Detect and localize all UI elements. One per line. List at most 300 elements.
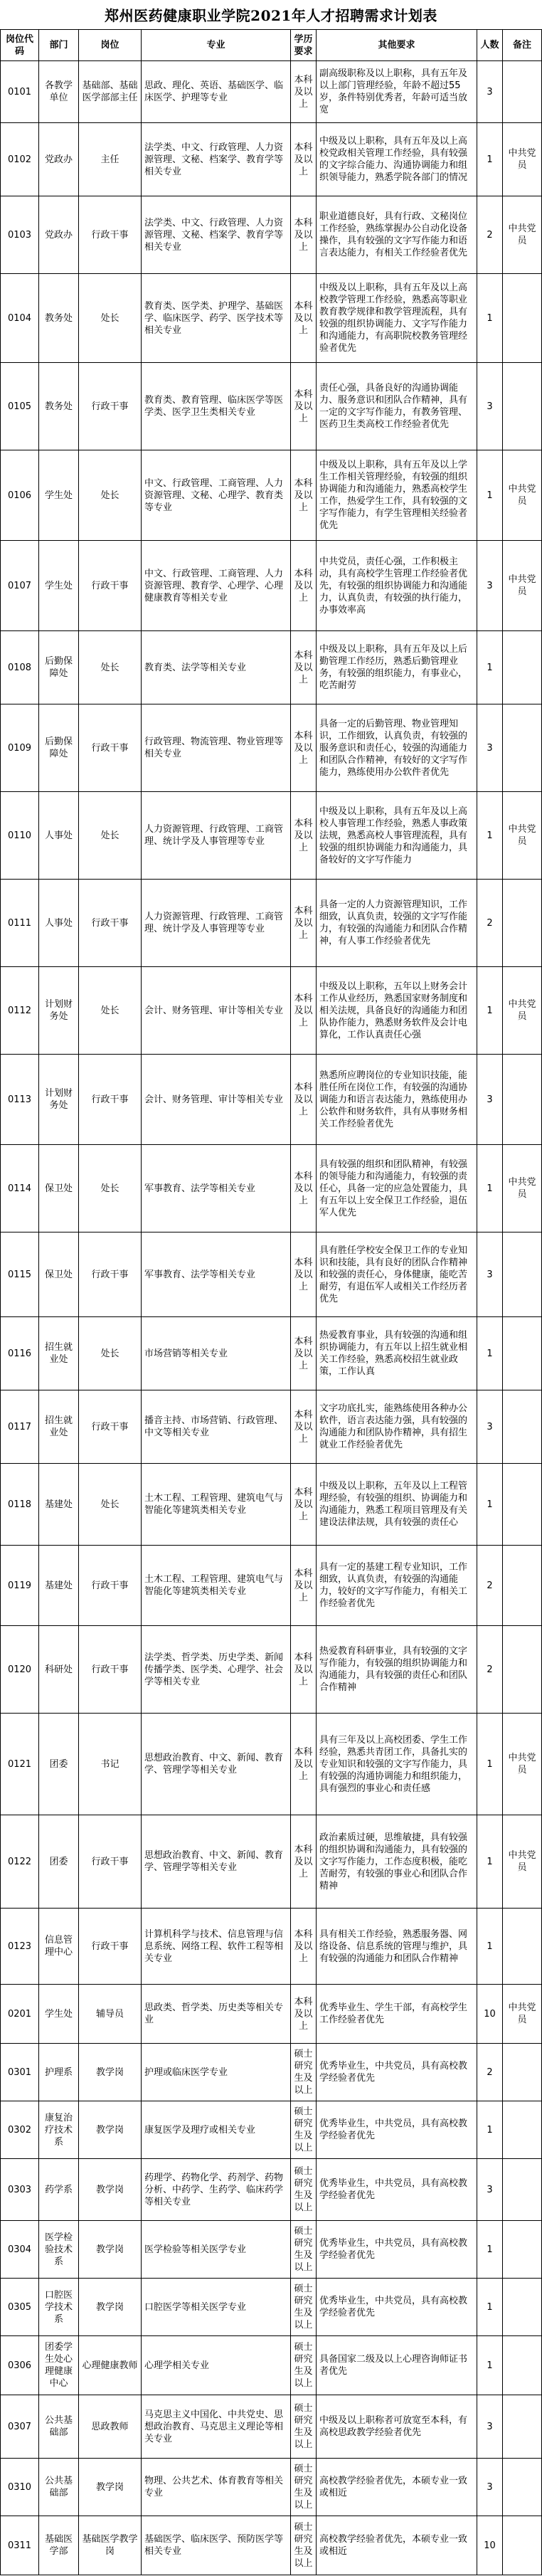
- cell-note: 中共党员: [503, 1815, 542, 1909]
- cell-note: [503, 363, 542, 450]
- cell-major: 基础医学、临床医学、预防医学等相关专业: [142, 2516, 291, 2575]
- table-row: [1, 1464, 542, 1546]
- cell-note: [503, 2459, 542, 2516]
- table-row: [1, 880, 542, 967]
- cell-note: [503, 2395, 542, 2459]
- cell-major: 医学检验等相关医学专业: [142, 2221, 291, 2279]
- table-row: [1, 1714, 542, 1815]
- table-row: [1, 1909, 542, 1985]
- cell-count: 1: [477, 2221, 503, 2279]
- cell-note: [503, 704, 542, 792]
- cell-count: 1: [477, 274, 503, 363]
- cell-edu: 本科及以上: [291, 1145, 317, 1232]
- cell-post: 行政干事: [79, 1546, 142, 1626]
- table-row: [1, 967, 542, 1055]
- cell-edu: 本科及以上: [291, 1464, 317, 1546]
- header-dept: 部门: [39, 30, 79, 61]
- cell-note: [503, 1055, 542, 1145]
- cell-post: 行政干事: [79, 704, 142, 792]
- cell-edu: 硕士研究生及以上: [291, 2101, 317, 2159]
- header-edu: 学历要求: [291, 30, 317, 61]
- cell-dept: 保卫处: [39, 1145, 79, 1232]
- cell-code: 0113: [1, 1055, 39, 1145]
- cell-post: 行政干事: [79, 363, 142, 450]
- cell-other: 优秀毕业生、学生干部，有高校学生工作经验者优先: [317, 1985, 477, 2044]
- cell-other: 热爱教育事业，具有较强的沟通和组织协调能力，有五年以上招生就业相关工作经验，熟悉高校招生就业政策，工作认真: [317, 1317, 477, 1390]
- cell-code: 0107: [1, 541, 39, 631]
- cell-note: [503, 2159, 542, 2221]
- cell-edu: 本科及以上: [291, 1714, 317, 1815]
- cell-code: 0311: [1, 2516, 39, 2575]
- cell-other: 中级及以上职称，具有五年及以上学生工作相关管理经验，有较强的组织协调能力和沟通能力，熟悉高校学生工作，热爱学生工作，具有较强的文字写作能力，有学生管理相关经验者优先: [317, 450, 477, 541]
- cell-count: 2: [477, 1626, 503, 1714]
- cell-post: 处长: [79, 631, 142, 704]
- cell-note: [503, 2516, 542, 2575]
- cell-post: 行政干事: [79, 880, 142, 967]
- cell-other: 责任心强，具备良好的沟通协调能力、服务意识和团队合作精神，具有一定的文字写作能力，有教务管理、医药卫生类高校工作经验者优先: [317, 363, 477, 450]
- header-note: 备注: [503, 30, 542, 61]
- cell-major: 行政管理、物流管理、物业管理等相关专业: [142, 704, 291, 792]
- cell-post: 基础医学教学岗: [79, 2516, 142, 2575]
- cell-note: 中共党员: [503, 1985, 542, 2044]
- cell-note: 中共党员: [503, 792, 542, 880]
- cell-dept: 学生处: [39, 450, 79, 541]
- cell-dept: 教务处: [39, 274, 79, 363]
- cell-edu: 本科及以上: [291, 1909, 317, 1985]
- cell-dept: 教务处: [39, 363, 79, 450]
- table-row: [1, 1317, 542, 1390]
- cell-major: 教育类、法学等相关专业: [142, 631, 291, 704]
- cell-edu: 本科及以上: [291, 450, 317, 541]
- table-row: [1, 363, 542, 450]
- cell-post: 教学岗: [79, 2221, 142, 2279]
- cell-count: 1: [477, 2279, 503, 2336]
- cell-count: 10: [477, 2516, 503, 2575]
- cell-other: 优秀毕业生，中共党员，具有高校教学经验者优先: [317, 2101, 477, 2159]
- cell-other: 熟悉所应聘岗位的专业知识技能，能胜任所在岗位工作，有较强的沟通协调能力和语言表达能力，熟练使用办公软件和财务软件，具有从事财务相关工作经验者优先: [317, 1055, 477, 1145]
- cell-major: 思想政治教育、中文、新闻、教育学、管理学等相关专业: [142, 1815, 291, 1909]
- cell-count: 3: [477, 1055, 503, 1145]
- header-major: 专业: [142, 30, 291, 61]
- cell-count: 1: [477, 123, 503, 196]
- table-body: [1, 61, 542, 2575]
- cell-code: 0304: [1, 2221, 39, 2279]
- table-row: [1, 1546, 542, 1626]
- table-row: [1, 1390, 542, 1464]
- cell-note: [503, 1626, 542, 1714]
- cell-edu: 本科及以上: [291, 1055, 317, 1145]
- cell-post: 教学岗: [79, 2459, 142, 2516]
- cell-dept: 招生就业处: [39, 1317, 79, 1390]
- cell-dept: 人事处: [39, 792, 79, 880]
- cell-count: 1: [477, 1317, 503, 1390]
- cell-edu: 本科及以上: [291, 274, 317, 363]
- cell-major: 法学类、中文、行政管理、人力资源管理、文秘、档案学、教育学等相关专业: [142, 196, 291, 274]
- cell-code: 0109: [1, 704, 39, 792]
- cell-dept: 团委学生处心理健康中心: [39, 2336, 79, 2395]
- cell-note: 中共党员: [503, 541, 542, 631]
- cell-code: 0301: [1, 2044, 39, 2101]
- cell-dept: 各教学单位: [39, 61, 79, 123]
- cell-note: [503, 2101, 542, 2159]
- cell-code: 0120: [1, 1626, 39, 1714]
- cell-code: 0115: [1, 1232, 39, 1317]
- cell-code: 0122: [1, 1815, 39, 1909]
- cell-edu: 本科及以上: [291, 1626, 317, 1714]
- table-row: [1, 704, 542, 792]
- cell-note: [503, 1390, 542, 1464]
- cell-dept: 学生处: [39, 541, 79, 631]
- cell-post: 处长: [79, 967, 142, 1055]
- cell-note: [503, 2336, 542, 2395]
- cell-major: 思政、理化、英语、基础医学、临床医学、护理等专业: [142, 61, 291, 123]
- cell-edu: 本科及以上: [291, 541, 317, 631]
- cell-note: 中共党员: [503, 123, 542, 196]
- cell-other: 中级及以上职称，具有五年及以上高校党政相关管理工作经验，具有较强的文字综合能力、沟通协调能力和组织领导能力，熟悉学院各部门的情况: [317, 123, 477, 196]
- cell-post: 主任: [79, 123, 142, 196]
- table-row: [1, 2279, 542, 2336]
- header-post: 岗位: [79, 30, 142, 61]
- cell-code: 0101: [1, 61, 39, 123]
- cell-code: 0117: [1, 1390, 39, 1464]
- cell-dept: 党政办: [39, 196, 79, 274]
- cell-major: 思政类、哲学类、历史类等相关专业: [142, 1985, 291, 2044]
- cell-other: 中级及以上职称，具有五年及以上高校教学管理工作经验，熟悉高等职业教育教学规律和教学管理流程，具有较强的组织协调能力、文字写作能力和沟通能力，有高职院校教务管理经验者优先: [317, 274, 477, 363]
- cell-edu: 本科及以上: [291, 1317, 317, 1390]
- cell-count: 3: [477, 704, 503, 792]
- cell-major: 土木工程、工程管理、建筑电气与智能化等建筑类相关专业: [142, 1546, 291, 1626]
- table-row: [1, 2221, 542, 2279]
- cell-post: 处长: [79, 274, 142, 363]
- cell-major: 会计、财务管理、审计等相关专业: [142, 1055, 291, 1145]
- cell-note: [503, 1317, 542, 1390]
- cell-code: 0302: [1, 2101, 39, 2159]
- cell-dept: 科研处: [39, 1626, 79, 1714]
- recruitment-table: [0, 29, 542, 2575]
- cell-count: 2: [477, 2044, 503, 2101]
- cell-dept: 学生处: [39, 1985, 79, 2044]
- cell-count: 1: [477, 2336, 503, 2395]
- cell-post: 教学岗: [79, 2279, 142, 2336]
- cell-dept: 计划财务处: [39, 967, 79, 1055]
- cell-count: 3: [477, 1390, 503, 1464]
- cell-note: 中共党员: [503, 196, 542, 274]
- cell-post: 行政干事: [79, 541, 142, 631]
- cell-edu: 本科及以上: [291, 1232, 317, 1317]
- cell-count: 1: [477, 1714, 503, 1815]
- page-title: 郑州医药健康职业学院2021年人才招聘需求计划表: [105, 7, 437, 24]
- table-row: [1, 1055, 542, 1145]
- cell-count: 2: [477, 880, 503, 967]
- cell-other: 中级及以上职称，具有五年及以上后勤管理工作经历，熟悉后勤管理业务，有较强的组织能力，有事业心，吃苦耐劳: [317, 631, 477, 704]
- cell-major: 物理、公共艺术、体育教育等相关专业: [142, 2459, 291, 2516]
- cell-post: 心理健康教师: [79, 2336, 142, 2395]
- cell-post: 处长: [79, 1145, 142, 1232]
- cell-major: 教育类、医学类、护理学、基础医学、临床医学、药学、医学技术等相关专业: [142, 274, 291, 363]
- cell-note: [503, 2044, 542, 2101]
- cell-dept: 护理系: [39, 2044, 79, 2101]
- cell-count: 1: [477, 1464, 503, 1546]
- cell-edu: 硕士研究生及以上: [291, 2395, 317, 2459]
- table-row: [1, 274, 542, 363]
- cell-dept: 基础医学部: [39, 2516, 79, 2575]
- cell-note: 中共党员: [503, 1145, 542, 1232]
- cell-major: 军事教育、法学等相关专业: [142, 1232, 291, 1317]
- cell-count: 1: [477, 967, 503, 1055]
- cell-major: 中文、行政管理、工商管理、人力资源管理、文秘、心理学、教育类等专业: [142, 450, 291, 541]
- header-code: 岗位代码: [1, 30, 39, 61]
- cell-edu: 硕士研究生及以上: [291, 2516, 317, 2575]
- cell-code: 0118: [1, 1464, 39, 1546]
- cell-count: 1: [477, 1145, 503, 1232]
- table-header-row: [1, 30, 542, 61]
- cell-code: 0116: [1, 1317, 39, 1390]
- table-row: [1, 196, 542, 274]
- cell-other: 具有三年及以上高校团委、学生工作经验，熟悉共青团工作，具备扎实的专业知识和较强的文字写作能力，具有较强的沟通协调能力和组织能力，具有强烈的事业心和责任感: [317, 1714, 477, 1815]
- cell-code: 0307: [1, 2395, 39, 2459]
- cell-post: 行政干事: [79, 196, 142, 274]
- cell-dept: 团委: [39, 1815, 79, 1909]
- table-row: [1, 2044, 542, 2101]
- cell-post: 处长: [79, 450, 142, 541]
- cell-code: 0119: [1, 1546, 39, 1626]
- cell-note: 中共党员: [503, 967, 542, 1055]
- cell-dept: 药学系: [39, 2159, 79, 2221]
- cell-edu: 硕士研究生及以上: [291, 2336, 317, 2395]
- cell-count: 1: [477, 1815, 503, 1909]
- cell-major: 口腔医学等相关医学专业: [142, 2279, 291, 2336]
- cell-edu: 本科及以上: [291, 363, 317, 450]
- cell-post: 行政干事: [79, 1626, 142, 1714]
- header-count: 人数: [477, 30, 503, 61]
- cell-other: 中级及以上职称，五年及以上工程管理经验，有较强的组织、协调能力和沟通能力，熟悉工程项目管理及有关建设法律法规，具有较强的责任心: [317, 1464, 477, 1546]
- cell-note: 中共党员: [503, 450, 542, 541]
- cell-post: 书记: [79, 1714, 142, 1815]
- cell-edu: 硕士研究生及以上: [291, 2044, 317, 2101]
- cell-post: 处长: [79, 1317, 142, 1390]
- cell-code: 0106: [1, 450, 39, 541]
- header-other: 其他要求: [317, 30, 477, 61]
- cell-dept: 基建处: [39, 1546, 79, 1626]
- table-row: [1, 631, 542, 704]
- cell-dept: 保卫处: [39, 1232, 79, 1317]
- cell-edu: 本科及以上: [291, 123, 317, 196]
- table-row: [1, 2159, 542, 2221]
- cell-major: 马克思主义中国化、中共党史、思想政治教育、马克思主义理论等相关专业: [142, 2395, 291, 2459]
- cell-dept: 招生就业处: [39, 1390, 79, 1464]
- cell-code: 0114: [1, 1145, 39, 1232]
- cell-dept: 公共基础部: [39, 2459, 79, 2516]
- cell-other: 热爱教育科研事业，具有较强的文字写作能力，有较强的组织协调能力和沟通能力，具有较强的责任心和团队合作精神: [317, 1626, 477, 1714]
- cell-other: 政治素质过硬，思维敏捷，具有较强的组织协调和沟通能力，具有较强的文字写作能力，工作态度积极，能吃苦耐劳，有较强的事业心和团队合作精神: [317, 1815, 477, 1909]
- cell-count: 3: [477, 61, 503, 123]
- cell-other: 具有较强的组织和团队精神，有较强的领导能力和沟通能力，有较强的责任心，具备一定的应急处置能力，具有五年以上安全保卫工作经验，退伍军人优先: [317, 1145, 477, 1232]
- cell-dept: 后勤保障处: [39, 704, 79, 792]
- cell-code: 0310: [1, 2459, 39, 2516]
- cell-post: 基础部、基础医学部部主任: [79, 61, 142, 123]
- cell-count: 1: [477, 450, 503, 541]
- table-row: [1, 1985, 542, 2044]
- cell-dept: 团委: [39, 1714, 79, 1815]
- cell-count: 3: [477, 363, 503, 450]
- cell-dept: 信息管理中心: [39, 1909, 79, 1985]
- cell-note: [503, 1464, 542, 1546]
- cell-other: 具备国家二级及以上心理咨询师证书者优先: [317, 2336, 477, 2395]
- cell-code: 0111: [1, 880, 39, 967]
- cell-major: 军事教育、法学等相关专业: [142, 1145, 291, 1232]
- cell-post: 行政干事: [79, 1390, 142, 1464]
- cell-count: 1: [477, 2101, 503, 2159]
- cell-post: 处长: [79, 1464, 142, 1546]
- cell-count: 1: [477, 1909, 503, 1985]
- cell-edu: 硕士研究生及以上: [291, 2279, 317, 2336]
- cell-note: [503, 631, 542, 704]
- cell-code: 0303: [1, 2159, 39, 2221]
- cell-major: 思想政治教育、中文、新闻、教育学、管理学等相关专业: [142, 1714, 291, 1815]
- cell-dept: 计划财务处: [39, 1055, 79, 1145]
- cell-other: 中级及以上职称，五年以上财务会计工作从业经历，熟悉国家财务制度和相关法规，具备良好的沟通能力和团队协作能力，熟悉财务软件及会计电算化，工作认真责任心强: [317, 967, 477, 1055]
- table-row: [1, 2336, 542, 2395]
- cell-post: 行政干事: [79, 1232, 142, 1317]
- cell-other: 高校教学经验者优先，本硕专业一致或相近: [317, 2516, 477, 2575]
- cell-post: 辅导员: [79, 1985, 142, 2044]
- cell-note: [503, 880, 542, 967]
- cell-edu: 硕士研究生及以上: [291, 2159, 317, 2221]
- cell-edu: 本科及以上: [291, 967, 317, 1055]
- cell-other: 副高级职称及以上职称，具有五年及以上部门管理经验，年龄不超过55岁，条件特别优秀者，年龄可适当放宽: [317, 61, 477, 123]
- cell-edu: 本科及以上: [291, 196, 317, 274]
- cell-major: 计算机科学与技术、信息管理与信息系统、网络工程、软件工程等相关专业: [142, 1909, 291, 1985]
- cell-count: 2: [477, 1546, 503, 1626]
- cell-count: 3: [477, 2395, 503, 2459]
- cell-post: 教学岗: [79, 2044, 142, 2101]
- table-row: [1, 123, 542, 196]
- cell-code: 0104: [1, 274, 39, 363]
- cell-dept: 口腔医学技术系: [39, 2279, 79, 2336]
- cell-major: 播音主持、市场营销、行政管理、中文等相关专业: [142, 1390, 291, 1464]
- cell-count: 3: [477, 1232, 503, 1317]
- cell-code: 0103: [1, 196, 39, 274]
- cell-code: 0110: [1, 792, 39, 880]
- cell-other: 文字功底扎实，能熟练使用各种办公软件，语言表达能力强，具有较强的沟通能力和团队协作精神，具有招生就业工作经验者优先: [317, 1390, 477, 1464]
- cell-edu: 本科及以上: [291, 704, 317, 792]
- cell-code: 0121: [1, 1714, 39, 1815]
- cell-major: 土木工程、工程管理、建筑电气与智能化等建筑类相关专业: [142, 1464, 291, 1546]
- cell-dept: 基建处: [39, 1464, 79, 1546]
- cell-code: 0306: [1, 2336, 39, 2395]
- cell-major: 人力资源管理、行政管理、工商管理、统计学及人事管理等专业: [142, 880, 291, 967]
- cell-post: 思政教师: [79, 2395, 142, 2459]
- cell-note: [503, 2221, 542, 2279]
- cell-edu: 本科及以上: [291, 61, 317, 123]
- table-row: [1, 792, 542, 880]
- table-row: [1, 61, 542, 123]
- cell-major: 人力资源管理、行政管理、工商管理、统计学及人事管理等专业: [142, 792, 291, 880]
- cell-edu: 本科及以上: [291, 1815, 317, 1909]
- table-row: [1, 2395, 542, 2459]
- cell-post: 教学岗: [79, 2101, 142, 2159]
- cell-edu: 本科及以上: [291, 1546, 317, 1626]
- cell-note: [503, 274, 542, 363]
- cell-note: [503, 1546, 542, 1626]
- cell-major: 心理学相关专业: [142, 2336, 291, 2395]
- cell-edu: 本科及以上: [291, 792, 317, 880]
- cell-dept: 党政办: [39, 123, 79, 196]
- table-row: [1, 2516, 542, 2575]
- cell-other: 具备一定的后勤管理、物业管理知识，工作细致，认真负责，有较强的服务意识和责任心，较强的沟通能力和团队合作精神，有较好的文字写作能力，熟练使用办公软件者优先: [317, 704, 477, 792]
- cell-post: 教学岗: [79, 2159, 142, 2221]
- cell-major: 中文、行政管理、工商管理、人力资源管理、教育学、心理学、心理健康教育等相关专业: [142, 541, 291, 631]
- cell-count: 2: [477, 196, 503, 274]
- table-row: [1, 1145, 542, 1232]
- cell-count: 3: [477, 2159, 503, 2221]
- cell-edu: 硕士研究生及以上: [291, 2459, 317, 2516]
- cell-dept: 公共基础部: [39, 2395, 79, 2459]
- cell-dept: 康复治疗技术系: [39, 2101, 79, 2159]
- cell-other: 优秀毕业生，中共党员，具有高校教学经验者优先: [317, 2221, 477, 2279]
- cell-edu: 本科及以上: [291, 880, 317, 967]
- cell-code: 0201: [1, 1985, 39, 2044]
- cell-other: 具有一定的基建工程专业知识，工作细致，认真负责，有较强的沟通能力，较好的文字写作能力，有相关工作经验者优先: [317, 1546, 477, 1626]
- cell-post: 行政干事: [79, 1815, 142, 1909]
- cell-major: 药理学、药物化学、药剂学、药物分析、中药学、生药学、临床药学等相关专业: [142, 2159, 291, 2221]
- cell-other: 优秀毕业生，中共党员，具有高校教学经验者优先: [317, 2159, 477, 2221]
- cell-other: 优秀毕业生，中共党员，具有高校教学经验者优先: [317, 2044, 477, 2101]
- cell-edu: 本科及以上: [291, 1985, 317, 2044]
- table-row: [1, 2101, 542, 2159]
- cell-note: [503, 61, 542, 123]
- cell-major: 会计、财务管理、审计等相关专业: [142, 967, 291, 1055]
- cell-other: 高校教学经验者优先，本硕专业一致或相近: [317, 2459, 477, 2516]
- cell-dept: 人事处: [39, 880, 79, 967]
- cell-post: 处长: [79, 792, 142, 880]
- cell-other: 中级及以上职称者可放宽至本科，有高校思政教学经验者优先: [317, 2395, 477, 2459]
- cell-other: 中共党员，责任心强，工作积极主动，具有高校学生管理工作经验者优先，有较强的组织协调能力和沟通能力，认真负责，有较强的执行能力，办事效率高: [317, 541, 477, 631]
- cell-code: 0112: [1, 967, 39, 1055]
- cell-other: 具有胜任学校安全保卫工作的专业知识和技能，具有良好的团队合作精神和较强的责任心，身体健康，能吃苦耐劳，有退伍军人或相关工作经历者优先: [317, 1232, 477, 1317]
- cell-major: 康复医学及理疗或相关专业: [142, 2101, 291, 2159]
- cell-major: 法学类、中文、行政管理、人力资源管理、文秘、档案学、教育学等相关专业: [142, 123, 291, 196]
- table-row: [1, 450, 542, 541]
- cell-edu: 本科及以上: [291, 1390, 317, 1464]
- cell-count: 1: [477, 631, 503, 704]
- cell-code: 0108: [1, 631, 39, 704]
- cell-edu: 硕士研究生及以上: [291, 2221, 317, 2279]
- table-row: [1, 541, 542, 631]
- cell-count: 10: [477, 1985, 503, 2044]
- cell-post: 行政干事: [79, 1909, 142, 1985]
- cell-major: 教育类、教育管理、临床医学等医学类、医学卫生类相关专业: [142, 363, 291, 450]
- cell-major: 市场营销等相关专业: [142, 1317, 291, 1390]
- cell-other: 中级及以上职称，具有五年及以上高校人事管理工作经验，熟悉人事政策法规，熟悉高校人事管理流程，具有较强的组织协调能力和沟通能力，具备较好的文字写作能力: [317, 792, 477, 880]
- cell-edu: 本科及以上: [291, 631, 317, 704]
- cell-count: 3: [477, 2459, 503, 2516]
- cell-note: [503, 2279, 542, 2336]
- cell-other: 职业道德良好，具有行政、文秘岗位工作经验，熟练掌握办公自动化设备操作，具有较强的文字写作能力和语言表达能力，有相关工作经验者优先: [317, 196, 477, 274]
- cell-code: 0305: [1, 2279, 39, 2336]
- cell-major: 法学类、哲学类、历史学类、新闻传播学类、医学类、心理学、社会学等相关专业: [142, 1626, 291, 1714]
- cell-dept: 后勤保障处: [39, 631, 79, 704]
- cell-note: [503, 1232, 542, 1317]
- table-row: [1, 2459, 542, 2516]
- cell-code: 0105: [1, 363, 39, 450]
- cell-count: 1: [477, 792, 503, 880]
- cell-major: 护理或临床医学专业: [142, 2044, 291, 2101]
- table-row: [1, 1232, 542, 1317]
- cell-other: 具备一定的人力资源管理知识，工作细致，认真负责，较强的文字写作能力，有较强的沟通能力和团队合作精神，有人事工作经验者优先: [317, 880, 477, 967]
- cell-note: [503, 1909, 542, 1985]
- cell-count: 3: [477, 541, 503, 631]
